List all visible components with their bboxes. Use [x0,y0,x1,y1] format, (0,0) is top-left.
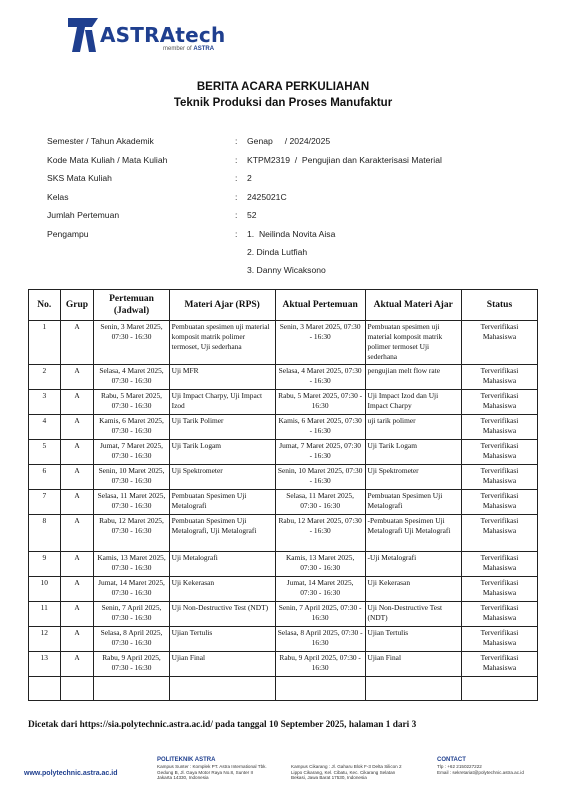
footer-text: Bekasi, Jawa Barat 17530, Indonesia [291,775,367,781]
footer-text: Lippo Cikarang, Kel. Cibatu, Kec. Cikarang Selatan [291,769,396,775]
astratech-logo-mark-icon [68,18,98,52]
footer-text: Kampus Cikarang : Jl. Gaharu Blok F-3 Delta Silicon 2 [291,764,402,769]
table-cell-aktual: Rabu, 12 Maret 2025, 07:30 - 16:30 [275,515,365,552]
table-cell-status: Terverifikasi Mahasiswa [461,440,537,465]
table-cell-status: Terverifikasi Mahasiswa [461,390,537,415]
footer-campus-sunter [157,756,282,781]
table-cell-grup: A [60,652,94,677]
table-cell-materi: Uji Metalografi [169,552,275,577]
table-header-row [29,290,538,321]
table-cell-materi: Uji Tarik Logam [169,440,275,465]
table-cell-grup: A [60,490,94,515]
table-row [29,515,538,552]
table-cell-aktual-materi: Ujian Final [365,652,461,677]
info-label: SKS Mata Kuliah [47,173,112,183]
table-cell-materi: Ujian Tertulis [169,627,275,652]
footer-email[interactable]: Email : sekretariat@polytechnic.astra.ac.id [437,769,524,775]
table-cell-aktual: Rabu, 5 Maret 2025, 07:30 - 16:30 [275,390,365,415]
info-colon: : [235,136,238,146]
info-value: 1. Neilinda Novita Aisa [247,228,336,239]
page-footer [0,756,566,800]
footer-phone: Tlp : +62 2150227222 [437,764,482,769]
table-cell-materi: Uji Tarik Polimer [169,415,275,440]
info-value: 2425021C [247,191,287,202]
footer-text: Gedung B, Jl. Gaya Motor Raya No.8, Sunter II [157,769,254,775]
table-cell-jadwal: Kamis, 13 Maret 2025, 07:30 - 16:30 [94,552,169,577]
table-cell-grup: A [60,390,94,415]
table-cell-jadwal: Rabu, 12 Maret 2025, 07:30 - 16:30 [94,515,169,552]
logo-sub-prefix: member of [163,46,192,52]
table-cell-empty [29,677,61,701]
astratech-logo [68,18,228,54]
table-cell-grup: A [60,440,94,465]
table-cell-aktual-materi: Uji Impact Izod dan Uji Impact Charpy [365,390,461,415]
table-row [29,602,538,627]
table-cell-grup: A [60,627,94,652]
info-label: Jumlah Pertemuan [47,210,120,220]
info-colon: : [235,191,238,202]
table-cell-materi: Uji Kekerasan [169,577,275,602]
table-cell-status: Terverifikasi Mahasiswa [461,321,537,365]
table-cell-no: 4 [29,415,61,440]
table-cell-grup: A [60,602,94,627]
table-row-empty [29,677,538,701]
table-cell-grup: A [60,415,94,440]
header-no: No. [29,290,61,321]
table-cell-empty [461,677,537,701]
table-cell-jadwal: Selasa, 11 Maret 2025, 07:30 - 16:30 [94,490,169,515]
table-cell-status: Terverifikasi Mahasiswa [461,652,537,677]
schedule-table [28,289,538,701]
info-label: Pengampu [47,228,89,239]
table-row [29,365,538,390]
table-cell-grup: A [60,365,94,390]
logo-sub-brand: ASTRA [193,46,215,52]
table-cell-materi: Uji MFR [169,365,275,390]
table-cell-grup: A [60,321,94,365]
table-cell-grup: A [60,552,94,577]
table-cell-empty [60,677,94,701]
table-cell-status: Terverifikasi Mahasiswa [461,577,537,602]
table-cell-aktual-materi: Uji Non-Destructive Test (NDT) [365,602,461,627]
table-cell-jadwal: Senin, 7 April 2025, 07:30 - 16:30 [94,602,169,627]
table-cell-jadwal: Rabu, 9 April 2025, 07:30 - 16:30 [94,652,169,677]
table-cell-aktual: Senin, 3 Maret 2025, 07:30 - 16:30 [275,321,365,365]
table-cell-empty [365,677,461,701]
table-cell-status: Terverifikasi Mahasiswa [461,465,537,490]
table-cell-aktual-materi: pengujian melt flow rate [365,365,461,390]
printed-note: Dicetak dari https://sia.polytechnic.astra.ac.id/ pada tanggal 10 September 2025, halaman 1 dari 3 [28,720,417,730]
table-cell-status: Terverifikasi Mahasiswa [461,552,537,577]
table-cell-aktual: Jumat, 14 Maret 2025, 07:30 - 16:30 [275,577,365,602]
header-jadwal: Pertemuan (Jadwal) [94,290,169,321]
table-cell-grup: A [60,465,94,490]
table-cell-empty [169,677,275,701]
table-cell-no: 10 [29,577,61,602]
table-row [29,390,538,415]
table-cell-status: Terverifikasi Mahasiswa [461,602,537,627]
table-cell-aktual: Jumat, 7 Maret 2025, 07:30 - 16:30 [275,440,365,465]
table-cell-no: 5 [29,440,61,465]
table-cell-aktual-materi: Pembuatan spesimen uji material komposit matrik polimer termoset Uji sederhana [365,321,461,365]
header-grup: Grup [60,290,94,321]
table-cell-status: Terverifikasi Mahasiswa [461,515,537,552]
table-cell-aktual: Selasa, 4 Maret 2025, 07:30 - 16:30 [275,365,365,390]
table-cell-no: 8 [29,515,61,552]
table-cell-jadwal: Rabu, 5 Maret 2025, 07:30 - 16:30 [94,390,169,415]
table-cell-no: 6 [29,465,61,490]
footer-text: Kampus Sunter : Komplek PT. Astra International Tbk. [157,764,267,769]
info-value: KTPM2319 / Pengujian dan Karakterisasi Material [247,154,442,165]
table-cell-jadwal: Selasa, 8 April 2025, 07:30 - 16:30 [94,627,169,652]
footer-contact [437,756,557,775]
table-cell-materi: Uji Impact Charpy, Uji Impact Izod [169,390,275,415]
table-cell-grup: A [60,577,94,602]
table-cell-aktual: Senin, 10 Maret 2025, 07:30 - 16:30 [275,465,365,490]
table-cell-status: Terverifikasi Mahasiswa [461,627,537,652]
table-row [29,652,538,677]
info-value: 2 [247,173,252,183]
lecturer-item: 3. Danny Wicaksono [247,265,326,275]
footer-text: Jakarta 14330, Indonesia [157,775,209,781]
document-title: BERITA ACARA PERKULIAHAN [196,81,370,93]
table-cell-aktual-materi: -Uji Metalografi [365,552,461,577]
table-cell-aktual-materi: Ujian Tertulis [365,627,461,652]
table-row [29,321,538,365]
table-cell-aktual-materi: Uji Spektrometer [365,465,461,490]
table-cell-materi: Uji Non-Destructive Test (NDT) [169,602,275,627]
info-value: Genap / 2024/2025 [247,136,331,146]
table-cell-status: Terverifikasi Mahasiswa [461,415,537,440]
footer-website-link[interactable]: www.polytechnic.astra.ac.id [24,770,118,777]
info-colon: : [235,154,238,165]
table-row [29,552,538,577]
table-cell-grup: A [60,515,94,552]
table-row [29,465,538,490]
table-cell-materi: Uji Spektrometer [169,465,275,490]
header-aktual-materi: Aktual Materi Ajar [365,290,461,321]
table-cell-aktual: Kamis, 6 Maret 2025, 07:30 - 16:30 [275,415,365,440]
info-colon: : [235,228,238,239]
table-cell-status: Terverifikasi Mahasiswa [461,365,537,390]
table-cell-jadwal: Jumat, 7 Maret 2025, 07:30 - 16:30 [94,440,169,465]
info-value: 52 [247,210,257,220]
table-cell-no: 12 [29,627,61,652]
table-cell-aktual-materi: Uji Kekerasan [365,577,461,602]
header-materi: Materi Ajar (RPS) [169,290,275,321]
info-label: Semester / Tahun Akademik [47,136,154,146]
table-cell-empty [94,677,169,701]
table-row [29,490,538,515]
table-cell-aktual-materi: uji tarik polimer [365,415,461,440]
table-cell-no: 11 [29,602,61,627]
info-colon: : [235,210,238,220]
lecturer-item: 2. Dinda Lutfiah [247,247,308,257]
table-cell-aktual-materi: Pembuatan Spesimen Uji Metalografi [365,490,461,515]
document-subtitle: Teknik Produksi dan Proses Manufaktur [173,97,393,109]
info-label: Kelas [47,191,69,202]
table-cell-jadwal: Jumat, 14 Maret 2025, 07:30 - 16:30 [94,577,169,602]
table-cell-materi: Ujian Final [169,652,275,677]
table-cell-jadwal: Selasa, 4 Maret 2025, 07:30 - 16:30 [94,365,169,390]
info-colon: : [235,173,238,183]
logo-name: ASTRAtech [100,23,226,47]
table-row [29,440,538,465]
table-row [29,415,538,440]
table-cell-jadwal: Senin, 3 Maret 2025, 07:30 - 16:30 [94,321,169,365]
header-status: Status [461,290,537,321]
table-cell-jadwal: Kamis, 6 Maret 2025, 07:30 - 16:30 [94,415,169,440]
table-cell-status: Terverifikasi Mahasiswa [461,490,537,515]
table-cell-materi: Pembuatan Spesimen Uji Metalografi, Uji Metalografi [169,515,275,552]
table-cell-aktual: Rabu, 9 April 2025, 07:30 - 16:30 [275,652,365,677]
table-cell-empty [275,677,365,701]
table-cell-aktual-materi: Uji Tarik Logam [365,440,461,465]
table-cell-no: 2 [29,365,61,390]
header-aktual: Aktual Pertemuan [275,290,365,321]
table-cell-materi: Pembuatan spesimen uji material komposit matrik polimer termoset, Uji sederhana [169,321,275,365]
table-cell-aktual: Selasa, 8 April 2025, 07:30 - 16:30 [275,627,365,652]
table-cell-aktual: Kamis, 13 Maret 2025, 07:30 - 16:30 [275,552,365,577]
info-label: Kode Mata Kuliah / Mata Kuliah [47,154,168,165]
table-cell-no: 3 [29,390,61,415]
table-cell-materi: Pembuatan Spesimen Uji Metalografi [169,490,275,515]
table-cell-no: 9 [29,552,61,577]
table-cell-aktual: Senin, 7 April 2025, 07:30 - 16:30 [275,602,365,627]
table-row [29,627,538,652]
logo-subtitle [163,46,214,52]
table-cell-aktual: Selasa, 11 Maret 2025, 07:30 - 16:30 [275,490,365,515]
table-cell-no: 13 [29,652,61,677]
footer-institution-name: POLITEKNIK ASTRA [157,757,216,763]
table-cell-aktual-materi: -Pembuatan Spesimen Uji Metalografi Uji Metalografi [365,515,461,552]
footer-contact-title: CONTACT [437,757,466,763]
footer-campus-cikarang [291,764,419,781]
table-cell-no: 7 [29,490,61,515]
table-cell-no: 1 [29,321,61,365]
table-cell-jadwal: Senin, 10 Maret 2025, 07:30 - 16:30 [94,465,169,490]
table-row [29,577,538,602]
